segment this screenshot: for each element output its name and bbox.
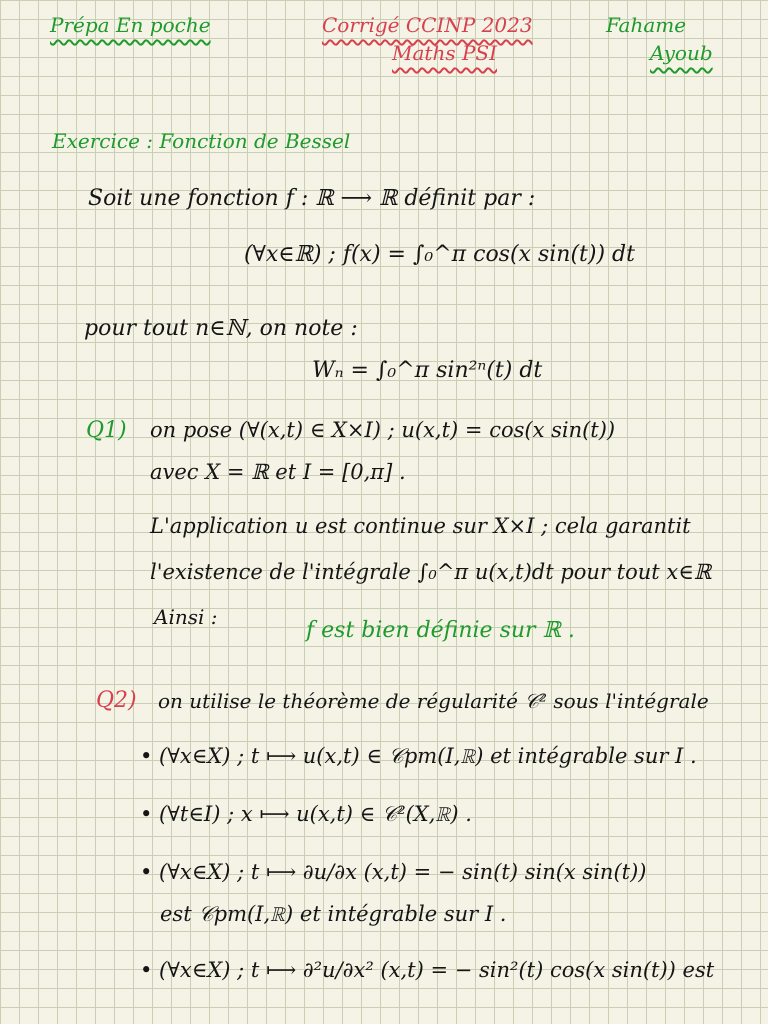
statement-intro: Soit une fonction f : ℝ ⟶ ℝ définit par :	[88, 186, 536, 211]
q2-bullet-3-continued: est 𝒞pm(I,ℝ) et intégrable sur I .	[160, 902, 507, 926]
statement-intro-2: pour tout n∈ℕ, on note :	[84, 316, 358, 341]
q2-label: Q2)	[96, 688, 137, 713]
q1-conclusion: f est bien définie sur ℝ .	[306, 618, 575, 643]
header-author-first: Fahame	[606, 13, 687, 37]
q2-bullet-1: • (∀x∈X) ; t ⟼ u(x,t) ∈ 𝒞pm(I,ℝ) et intégrable sur I .	[140, 744, 697, 768]
q1-line-4: l'existence de l'intégrale ∫₀^π u(x,t)dt pour tout x∈ℝ	[150, 560, 712, 584]
q1-line-1: on pose (∀(x,t) ∈ X×I) ; u(x,t) = cos(x sin(t))	[150, 418, 616, 442]
header-center-title: Corrigé CCINP 2023	[322, 13, 533, 37]
q1-label: Q1)	[86, 418, 127, 443]
definition-w: Wₙ = ∫₀^π sin²ⁿ(t) dt	[312, 358, 543, 383]
q2-bullet-4: • (∀x∈X) ; t ⟼ ∂²u/∂x² (x,t) = − sin²(t) cos(x sin(t)) est	[140, 958, 715, 982]
header-author-last: Ayoub	[650, 41, 713, 65]
header-left-title: Prépa En poche	[50, 13, 211, 37]
q2-bullet-3: • (∀x∈X) ; t ⟼ ∂u/∂x (x,t) = − sin(t) sin(x sin(t))	[140, 860, 647, 884]
q1-line-5: Ainsi :	[154, 605, 218, 629]
q1-line-2: avec X = ℝ et I = [0,π] .	[150, 460, 406, 484]
q2-line-1: on utilise le théorème de régularité 𝒞² sous l'intégrale	[158, 689, 709, 713]
q1-line-3: L'application u est continue sur X×I ; cela garantit	[150, 514, 691, 538]
definition-f: (∀x∈ℝ) ; f(x) = ∫₀^π cos(x sin(t)) dt	[244, 242, 635, 267]
q2-bullet-2: • (∀t∈I) ; x ⟼ u(x,t) ∈ 𝒞²(X,ℝ) .	[140, 802, 472, 826]
header-center-subtitle: Maths PSI	[392, 41, 497, 65]
exercise-title: Exercice : Fonction de Bessel	[52, 129, 351, 153]
